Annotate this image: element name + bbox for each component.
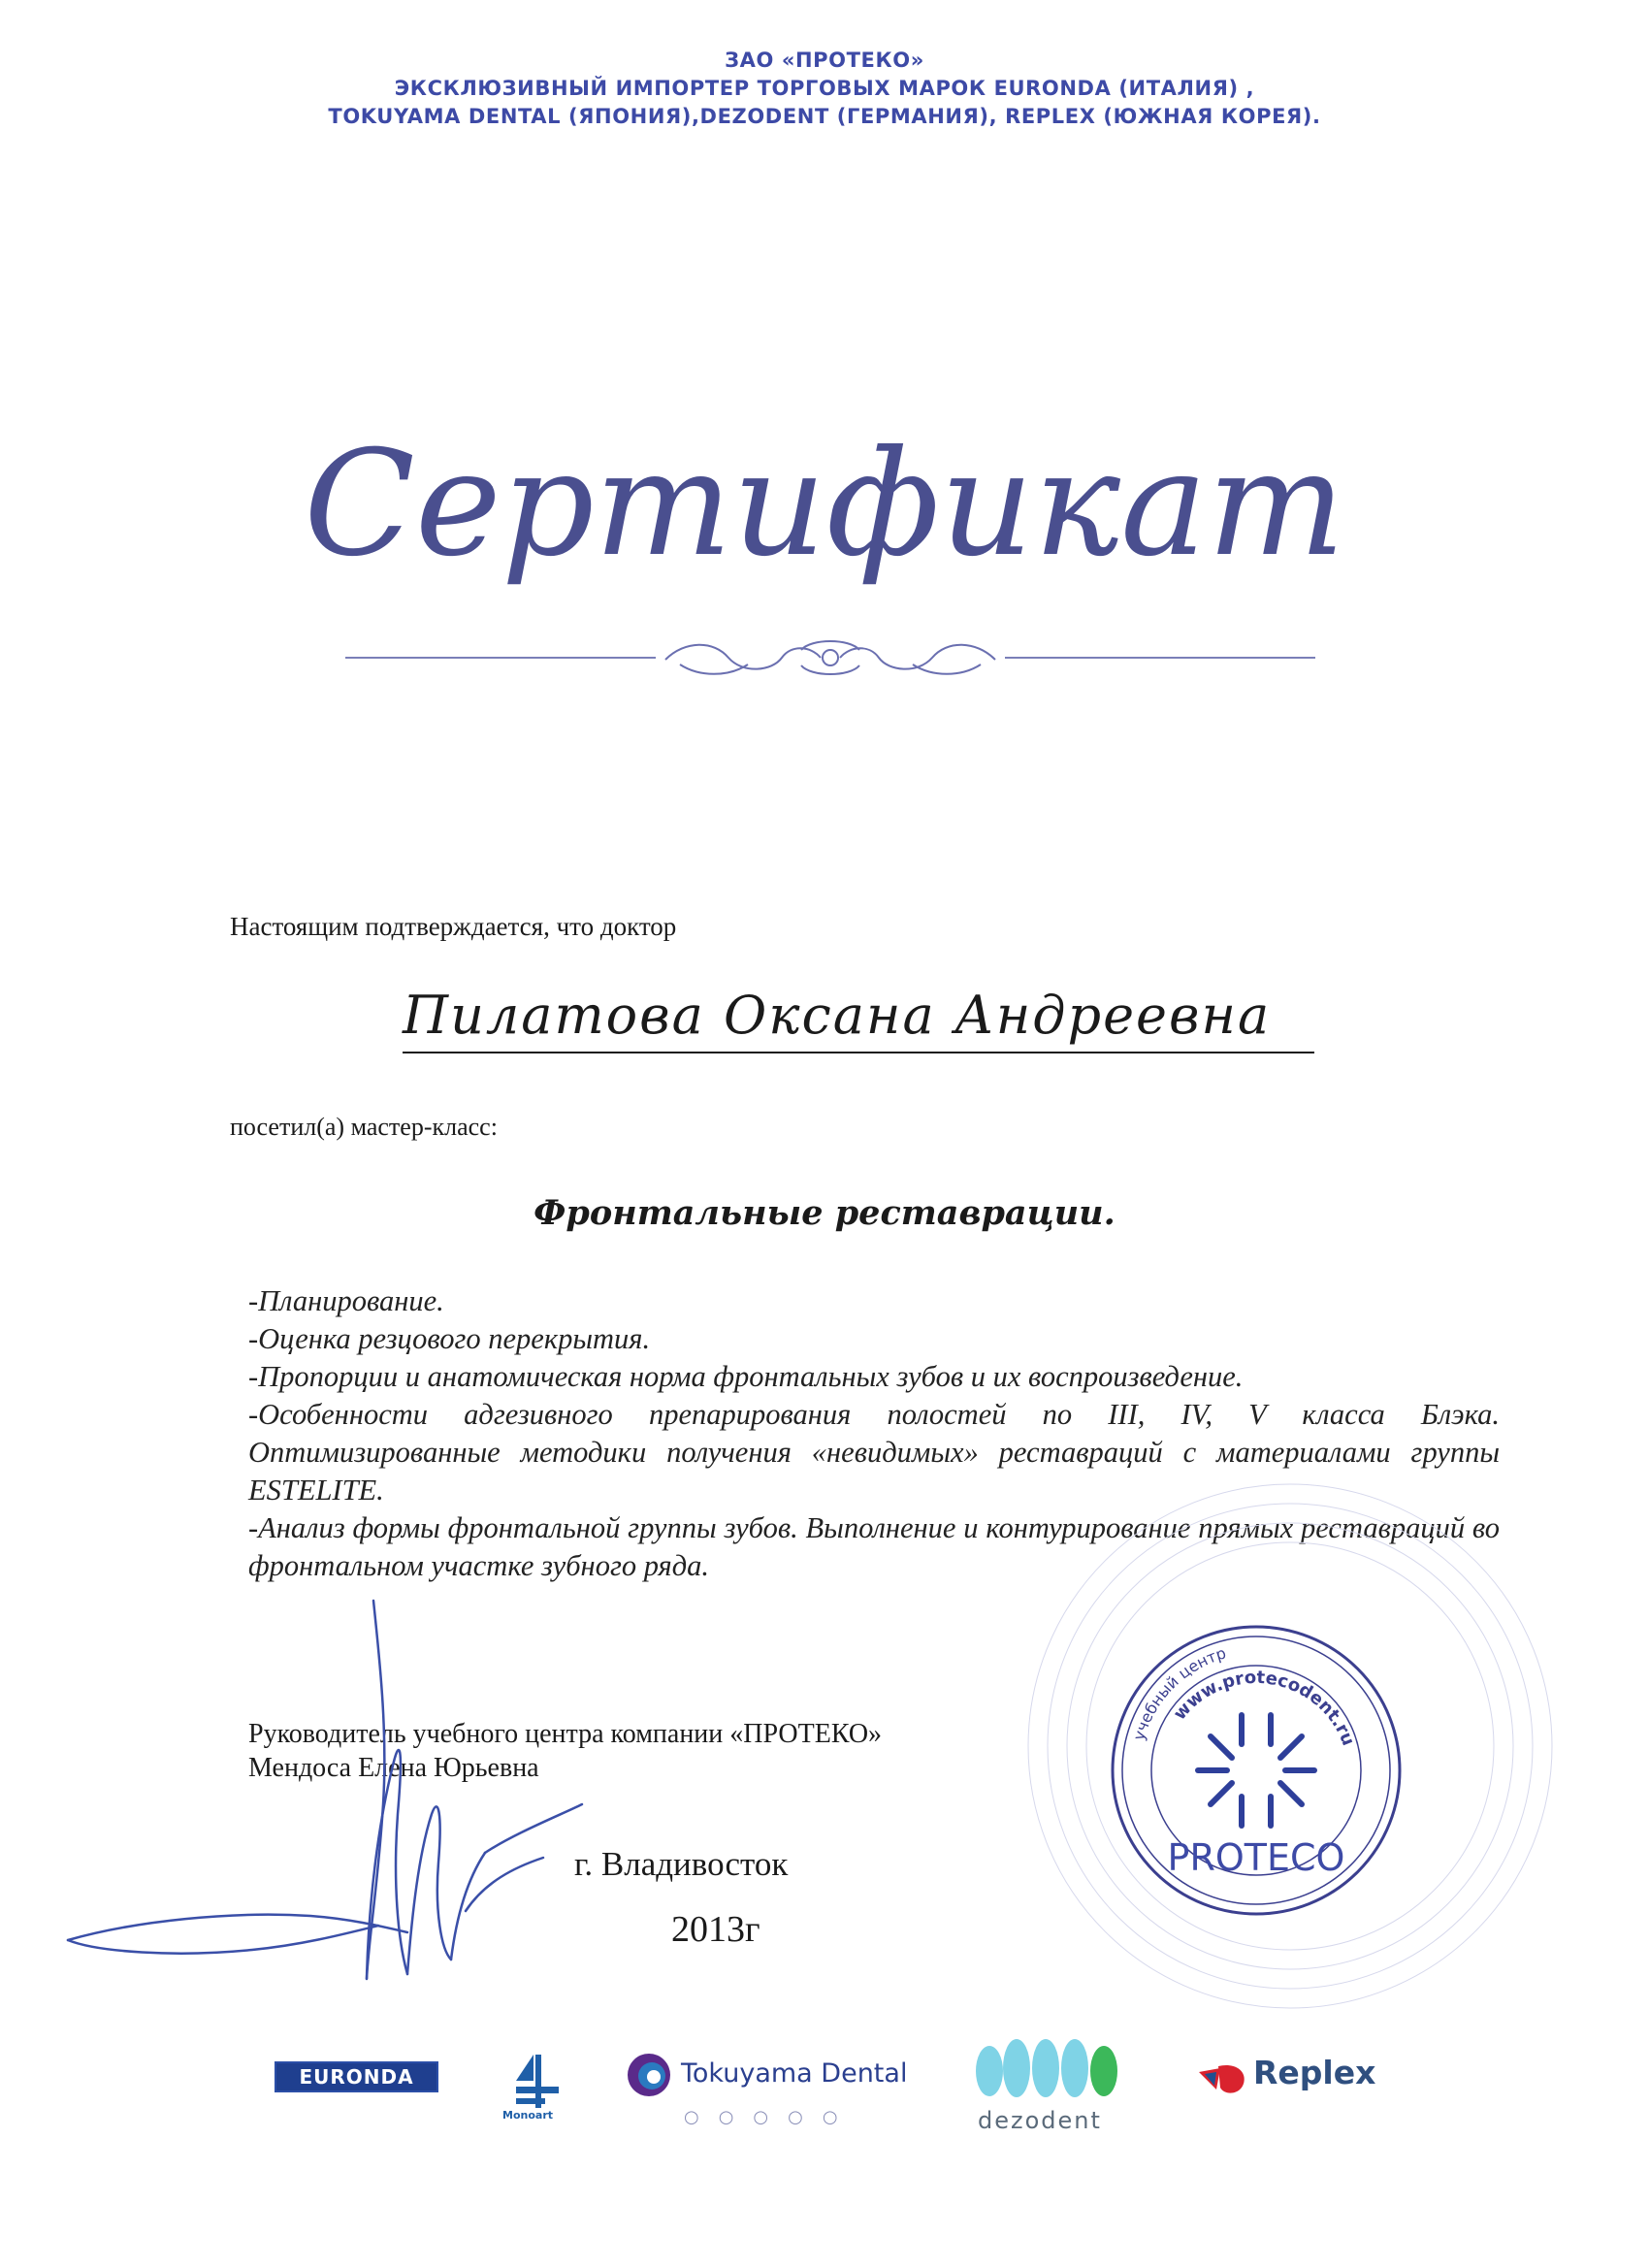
year: 2013г: [671, 1909, 760, 1950]
monoart-logo: Monoart: [502, 2109, 553, 2122]
dezodent-logo: dezodent: [978, 2107, 1102, 2134]
proteco-stamp: [1096, 1610, 1416, 1921]
city: г. Владивосток: [574, 1845, 789, 1883]
tokuyama-logo: Tokuyama Dental: [681, 2058, 908, 2089]
handwritten-signature: [58, 1591, 601, 1998]
signatory-name: Мендоса Елена Юрьевна: [248, 1753, 539, 1783]
topic-item: -Особенности адгезивного препарирования полостей по III, IV, V класса Блэка. Оптимизированные методики получения «невидимых» реставраций с материалами группы ESTELITE.: [248, 1398, 1500, 1507]
issuer-brands: TOKUYAMA DENTAL (ЯПОНИЯ),DEZODENT (ГЕРМАНИЯ), REPLEX (ЮЖНАЯ КОРЕЯ).: [328, 105, 1321, 128]
dezodent-icon: [970, 2037, 1125, 2105]
tokuyama-icon: [625, 2051, 673, 2099]
certificate-title: Сертификат: [304, 420, 1345, 589]
topic-item: -Анализ формы фронтальной группы зубов. Выполнение и контурирование прямых реставраций во фронтальном участке зубного ряда.: [248, 1511, 1500, 1582]
visited-text: посетил(а) мастер-класс:: [230, 1113, 498, 1141]
issuer-company: ЗАО «ПРОТЕКО»: [725, 49, 924, 72]
signatory-role: Руководитель учебного центра компании «ПРОТЕКО»: [248, 1719, 883, 1749]
stamp-brand: PROTECO: [1167, 1836, 1345, 1879]
svg-text:www.protecodent.ru: [1170, 1668, 1359, 1749]
topic-item: -Оценка резцового перекрытия.: [248, 1322, 651, 1355]
topic-item: -Пропорции и анатомическая норма фронтальных зубов и их воспроизведение.: [248, 1360, 1244, 1393]
name-underline: [403, 1052, 1314, 1053]
tokuyama-dots: ○○○○○: [684, 2107, 857, 2127]
issuer-header: [0, 47, 1649, 131]
issuer-description: ЭКСКЛЮЗИВНЫЙ ИМПОРТЕР ТОРГОВЫХ МАРОК EURONDA (ИТАЛИЯ) ,: [394, 77, 1255, 100]
topic-item: -Планирование.: [248, 1284, 444, 1317]
stamp-url: www.protecodent.ru: [1169, 1667, 1359, 1749]
stamp-emblem: [1198, 1715, 1314, 1826]
euronda-logo: EURONDA: [275, 2061, 438, 2092]
title-ornament: [345, 631, 1315, 689]
recipient-name: Пилатова Оксана Андреевна: [403, 985, 1272, 1046]
stamp-ring-text: учебный центр: [1129, 1643, 1229, 1743]
replex-logo: Replex: [1253, 2054, 1376, 2091]
replex-icon: [1195, 2060, 1249, 2099]
intro-text: Настоящим подтверждается, что доктор: [230, 912, 677, 941]
course-title: Фронтальные реставрации.: [534, 1193, 1116, 1233]
recipient-name-block: [403, 982, 1314, 1053]
